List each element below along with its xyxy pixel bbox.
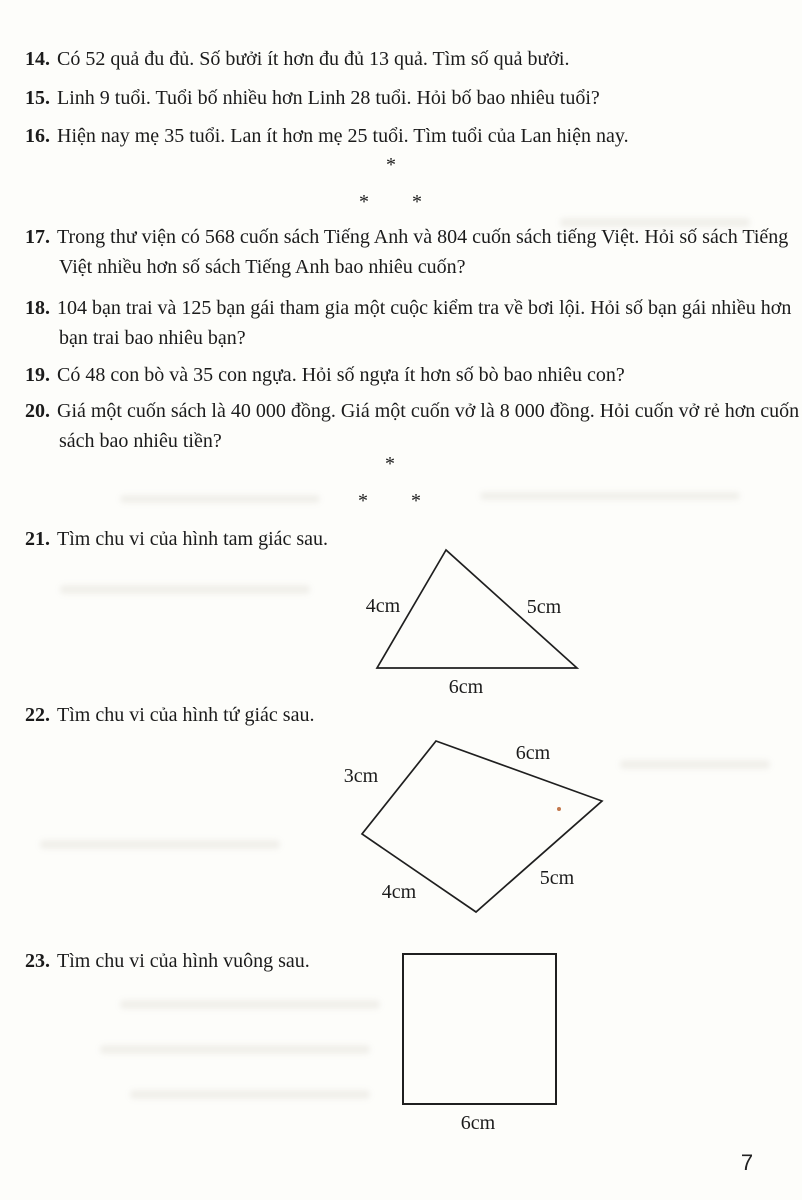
bleed-through-artifact [120,495,320,503]
problem-16 [25,121,802,151]
problem-16-text: Hiện nay mẹ 35 tuổi. Lan ít hơn mẹ 25 tuổi. Tìm tuổi của Lan hiện nay. [57,125,629,147]
problem-19 [25,360,802,390]
problem-20 [25,396,802,456]
problem-23-text: Tìm chu vi của hình vuông sau. [57,950,310,972]
bleed-through-artifact [120,1000,380,1009]
separator-star: * [358,490,368,512]
problem-22-text: Tìm chu vi của hình tứ giác sau. [57,704,315,726]
problem-23-number: 23. [25,950,50,972]
problem-18 [25,293,802,353]
page-number: 7 [740,1150,754,1175]
problem-14 [25,44,802,74]
problem-22 [25,700,802,730]
separator-star: * [386,154,396,176]
scan-ink-speck [557,807,561,811]
bleed-through-artifact [60,585,310,594]
problem-15-number: 15. [25,87,50,109]
problem-18-text: 104 bạn trai và 125 bạn gái tham gia một cuộc kiểm tra về bơi lội. Hỏi số bạn gái nhiều hơn bạn trai bao nhiêu bạn? [57,297,792,349]
bleed-through-artifact [620,760,770,769]
separator-star: * [411,490,421,512]
problem-21-number: 21. [25,528,50,550]
separator-star: * [385,453,395,475]
problem-14-number: 14. [25,48,50,70]
problem-15-text: Linh 9 tuổi. Tuổi bố nhiều hơn Linh 28 tuổi. Hỏi bố bao nhiêu tuổi? [57,87,600,109]
problem-15 [25,83,802,113]
problem-22-number: 22. [25,704,50,726]
problem-19-text: Có 48 con bò và 35 con ngựa. Hỏi số ngựa ít hơn số bò bao nhiêu con? [57,364,625,386]
problem-19-number: 19. [25,364,50,386]
quad-top-side-label: 6cm [515,742,551,764]
triangle-bottom-side-label: 6cm [448,676,484,698]
bleed-through-artifact [100,1045,370,1054]
triangle-right-side-label: 5cm [526,596,562,618]
problem-17 [25,222,802,282]
problem-16-number: 16. [25,125,50,147]
problem-20-number: 20. [25,400,50,422]
problem-14-text: Có 52 quả đu đủ. Số bưởi ít hơn đu đủ 13 quả. Tìm số quả bưởi. [57,48,570,70]
bleed-through-artifact [40,840,280,849]
problem-17-number: 17. [25,226,50,248]
separator-star: * [412,191,422,213]
quad-left-side-label: 3cm [343,765,379,787]
square-figure [402,953,557,1105]
problem-17-text: Trong thư viện có 568 cuốn sách Tiếng Anh và 804 cuốn sách tiếng Việt. Hỏi số sách Tiếng Việt nhiều hơn số sách Tiếng Anh bao nhiêu cuốn? [57,226,789,278]
bleed-through-artifact [130,1090,370,1099]
problem-21-text: Tìm chu vi của hình tam giác sau. [57,528,329,550]
problem-20-text: Giá một cuốn sách là 40 000 đồng. Giá một cuốn vở là 8 000 đồng. Hỏi cuốn vở rẻ hơn cuốn sách bao nhiêu tiền? [57,400,800,452]
bleed-through-artifact [480,492,740,500]
square-bottom-side-label: 6cm [460,1112,496,1134]
quad-right-side-label: 5cm [539,867,575,889]
quad-bottom-side-label: 4cm [381,881,417,903]
triangle-left-side-label: 4cm [365,595,401,617]
separator-star: * [359,191,369,213]
problem-18-number: 18. [25,297,50,319]
